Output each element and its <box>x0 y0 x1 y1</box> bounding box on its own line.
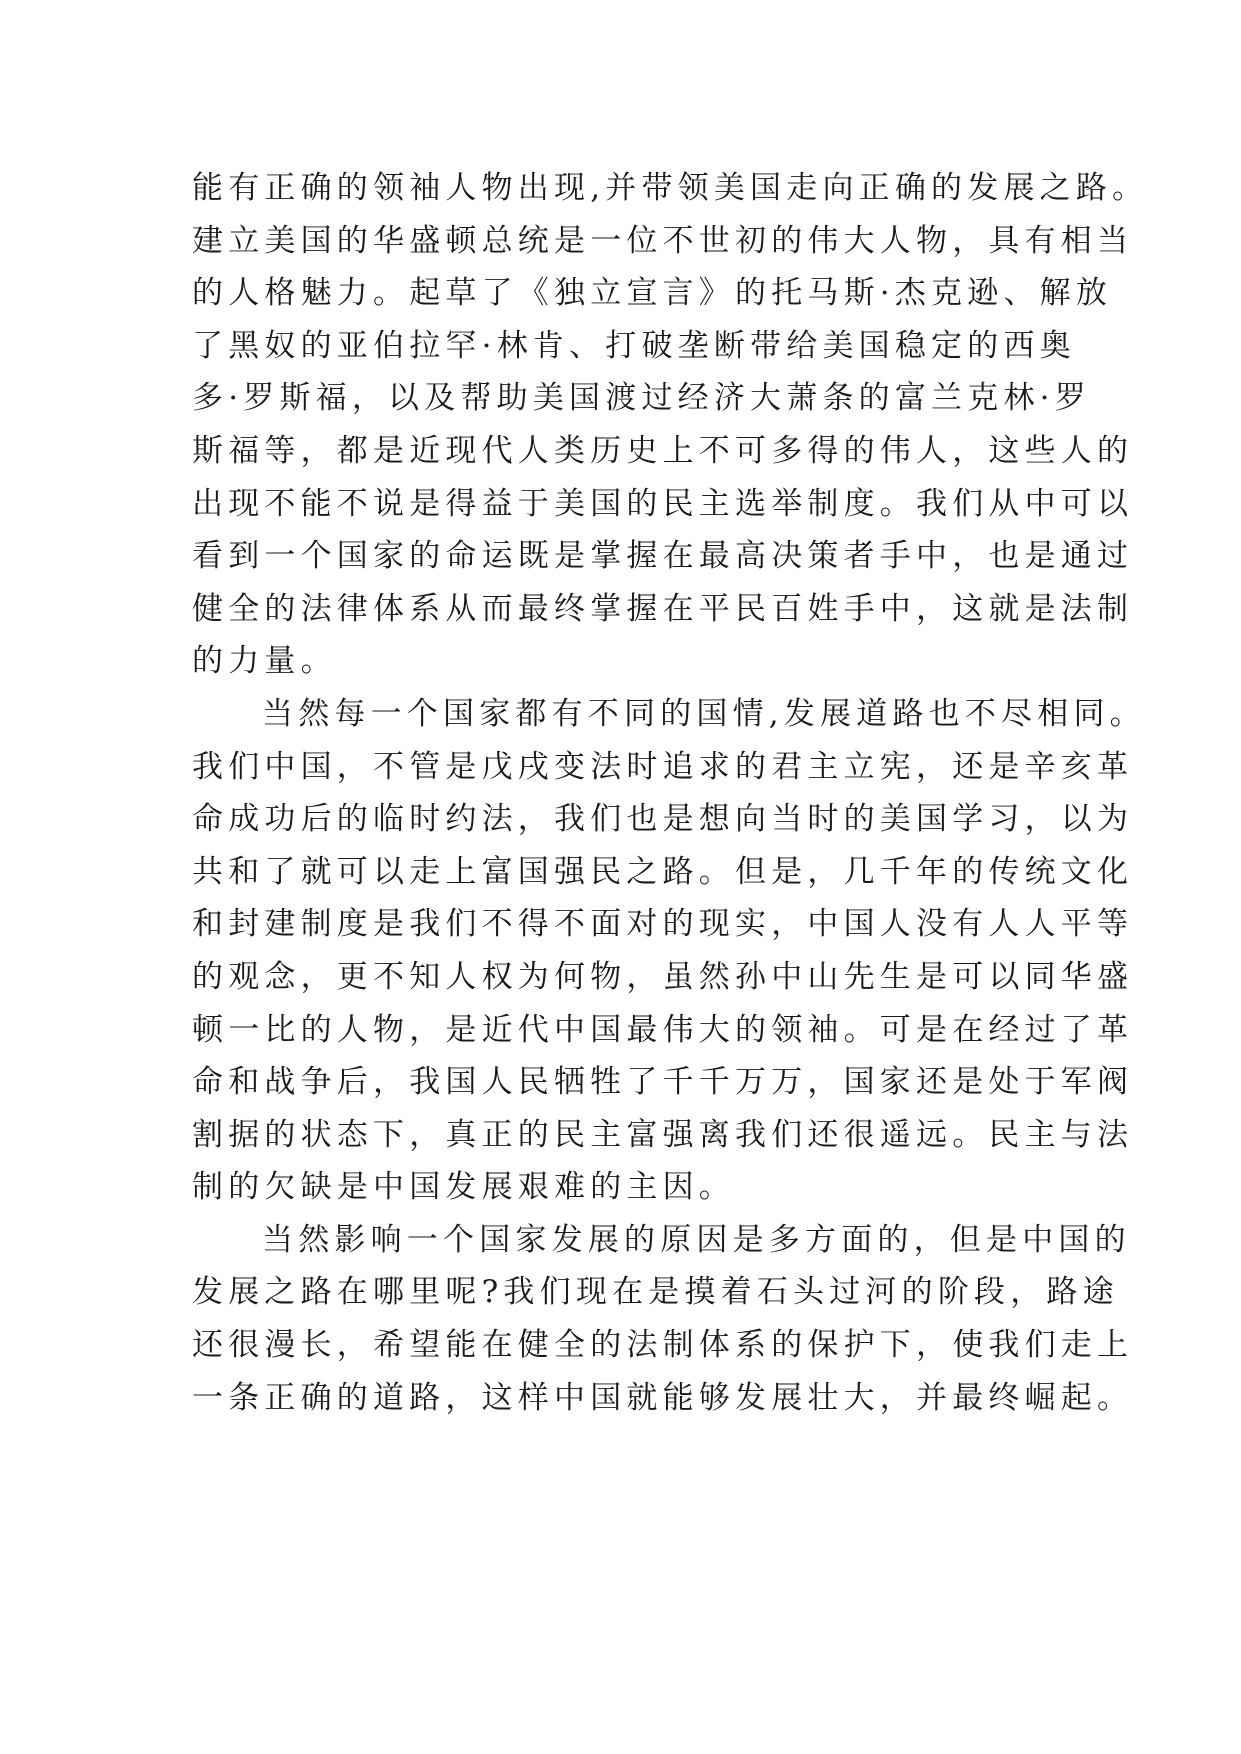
text-line: 和封建制度是我们不得不面对的现实，中国人没有人人平等 <box>192 906 1134 943</box>
text-line: 能有正确的领袖人物出现,并带领美国走向正确的发展之路。 <box>192 170 1149 206</box>
text-line: 制的欠缺是中国发展艰难的主因。 <box>192 1169 735 1206</box>
text-line: 还很漫长，希望能在健全的法制体系的保护下，使我们走上 <box>192 1327 1134 1364</box>
text-line: 出现不能不说是得益于美国的民主选举制度。我们从中可以 <box>192 485 1134 522</box>
text-line: 健全的法律体系从而最终掌握在平民百姓手中，这就是法制 <box>192 590 1134 627</box>
text-line: 一条正确的道路，这样中国就能够发展壮大，并最终崛起。 <box>192 1379 1134 1416</box>
text-line: 发展之路在哪里呢?我们现在是摸着石头过河的阶段，路途 <box>192 1274 1119 1311</box>
text-line: 的力量。 <box>192 643 337 680</box>
text-line: 共和了就可以走上富国强民之路。但是，几千年的传统文化 <box>192 853 1134 890</box>
text-line: 当然影响一个国家发展的原因是多方面的，但是中国的 <box>262 1221 1131 1258</box>
text-line: 我们中国，不管是戊戌变法时追求的君主立宪，还是辛亥革 <box>192 748 1134 785</box>
text-line: 看到一个国家的命运既是掌握在最高决策者手中，也是通过 <box>192 538 1134 575</box>
text-line: 命成功后的临时约法，我们也是想向当时的美国学习，以为 <box>192 801 1134 838</box>
text-line: 割据的状态下，真正的民主富强离我们还很遥远。民主与法 <box>192 1116 1134 1153</box>
text-line: 建立美国的华盛顿总统是一位不世初的伟大人物，具有相当 <box>192 222 1134 259</box>
text-line: 斯福等，都是近现代人类历史上不可多得的伟人，这些人的 <box>192 432 1134 469</box>
text-line: 的人格魅力。起草了《独立宣言》的托马斯·杰克逊、解放 <box>192 275 1113 312</box>
text-line: 了黑奴的亚伯拉罕·林肯、打破垄断带给美国稳定的西奥 <box>192 327 1076 364</box>
text-line: 顿一比的人物，是近代中国最伟大的领袖。可是在经过了革 <box>192 1011 1134 1048</box>
text-line: 当然每一个国家都有不同的国情,发展道路也不尽相同。 <box>262 695 1146 732</box>
text-line: 的观念，更不知人权为何物，虽然孙中山先生是可以同华盛 <box>192 958 1134 995</box>
body-text <box>192 162 1149 1424</box>
text-line: 命和战争后，我国人民牺牲了千千万万，国家还是处于军阀 <box>192 1064 1134 1101</box>
text-line: 多·罗斯福，以及帮助美国渡过经济大萧条的富兰克林·罗 <box>192 380 1091 417</box>
